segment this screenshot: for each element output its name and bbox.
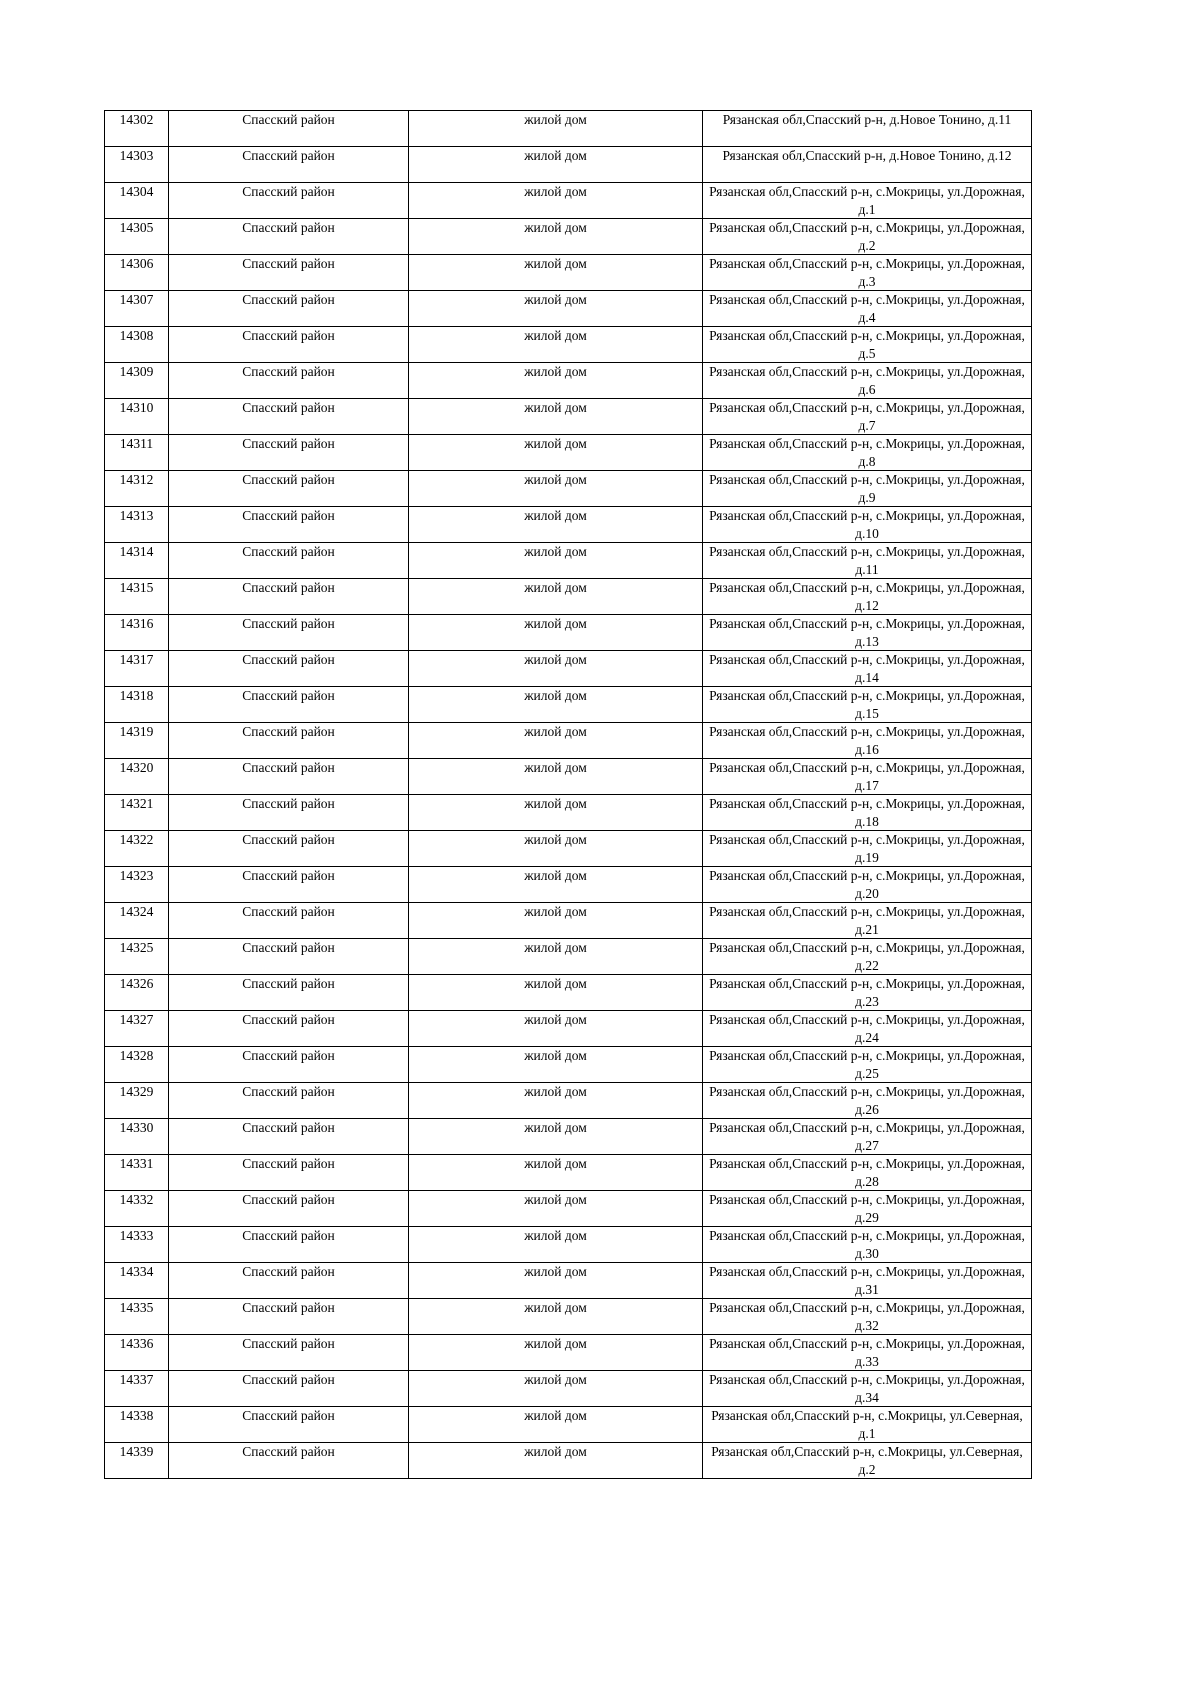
row-number-cell: 14319 <box>105 723 169 759</box>
address-cell: Рязанская обл,Спасский р-н, с.Мокрицы, ул.Северная, д.1 <box>703 1407 1032 1443</box>
district-cell: Спасский район <box>169 255 409 291</box>
district-cell: Спасский район <box>169 1371 409 1407</box>
object-type-cell: жилой дом <box>409 939 703 975</box>
object-type-cell: жилой дом <box>409 1119 703 1155</box>
property-table <box>104 110 1032 1479</box>
row-number-cell: 14332 <box>105 1191 169 1227</box>
address-cell: Рязанская обл,Спасский р-н, с.Мокрицы, ул.Дорожная, д.25 <box>703 1047 1032 1083</box>
district-cell: Спасский район <box>169 795 409 831</box>
address-cell: Рязанская обл,Спасский р-н, с.Мокрицы, ул.Дорожная, д.33 <box>703 1335 1032 1371</box>
address-cell: Рязанская обл,Спасский р-н, с.Мокрицы, ул.Дорожная, д.5 <box>703 327 1032 363</box>
object-type-cell: жилой дом <box>409 1155 703 1191</box>
row-number-cell: 14313 <box>105 507 169 543</box>
object-type-cell: жилой дом <box>409 651 703 687</box>
table-row <box>105 1119 1032 1155</box>
address-cell: Рязанская обл,Спасский р-н, с.Мокрицы, ул.Дорожная, д.2 <box>703 219 1032 255</box>
address-cell: Рязанская обл,Спасский р-н, с.Мокрицы, ул.Дорожная, д.14 <box>703 651 1032 687</box>
row-number-cell: 14305 <box>105 219 169 255</box>
address-cell: Рязанская обл,Спасский р-н, с.Мокрицы, ул.Дорожная, д.34 <box>703 1371 1032 1407</box>
row-number-cell: 14308 <box>105 327 169 363</box>
row-number-cell: 14316 <box>105 615 169 651</box>
district-cell: Спасский район <box>169 1299 409 1335</box>
object-type-cell: жилой дом <box>409 615 703 651</box>
district-cell: Спасский район <box>169 1227 409 1263</box>
object-type-cell: жилой дом <box>409 291 703 327</box>
row-number-cell: 14324 <box>105 903 169 939</box>
district-cell: Спасский район <box>169 1191 409 1227</box>
address-cell: Рязанская обл,Спасский р-н, с.Мокрицы, ул.Дорожная, д.13 <box>703 615 1032 651</box>
object-type-cell: жилой дом <box>409 507 703 543</box>
object-type-cell: жилой дом <box>409 1263 703 1299</box>
table-row <box>105 1227 1032 1263</box>
table-row <box>105 111 1032 147</box>
object-type-cell: жилой дом <box>409 111 703 147</box>
district-cell: Спасский район <box>169 615 409 651</box>
district-cell: Спасский район <box>169 1335 409 1371</box>
table-row <box>105 291 1032 327</box>
district-cell: Спасский район <box>169 1011 409 1047</box>
object-type-cell: жилой дом <box>409 1191 703 1227</box>
district-cell: Спасский район <box>169 687 409 723</box>
address-cell: Рязанская обл,Спасский р-н, с.Мокрицы, ул.Дорожная, д.8 <box>703 435 1032 471</box>
table-row <box>105 723 1032 759</box>
table-row <box>105 975 1032 1011</box>
address-cell: Рязанская обл,Спасский р-н, с.Мокрицы, ул.Дорожная, д.27 <box>703 1119 1032 1155</box>
table-row <box>105 1407 1032 1443</box>
table-row <box>105 183 1032 219</box>
row-number-cell: 14321 <box>105 795 169 831</box>
object-type-cell: жилой дом <box>409 543 703 579</box>
address-cell: Рязанская обл,Спасский р-н, с.Мокрицы, ул.Дорожная, д.26 <box>703 1083 1032 1119</box>
row-number-cell: 14317 <box>105 651 169 687</box>
district-cell: Спасский район <box>169 543 409 579</box>
address-cell: Рязанская обл,Спасский р-н, с.Мокрицы, ул.Дорожная, д.3 <box>703 255 1032 291</box>
district-cell: Спасский район <box>169 1047 409 1083</box>
table-row <box>105 1263 1032 1299</box>
object-type-cell: жилой дом <box>409 1047 703 1083</box>
table-row <box>105 1443 1032 1479</box>
address-cell: Рязанская обл,Спасский р-н, с.Мокрицы, ул.Дорожная, д.18 <box>703 795 1032 831</box>
table-row <box>105 579 1032 615</box>
address-cell: Рязанская обл,Спасский р-н, д.Новое Тонино, д.12 <box>703 147 1032 183</box>
table-row <box>105 1047 1032 1083</box>
table-row <box>105 759 1032 795</box>
object-type-cell: жилой дом <box>409 327 703 363</box>
table-row <box>105 327 1032 363</box>
row-number-cell: 14335 <box>105 1299 169 1335</box>
table-row <box>105 1191 1032 1227</box>
address-cell: Рязанская обл,Спасский р-н, с.Мокрицы, ул.Дорожная, д.29 <box>703 1191 1032 1227</box>
address-cell: Рязанская обл,Спасский р-н, с.Мокрицы, ул.Дорожная, д.31 <box>703 1263 1032 1299</box>
row-number-cell: 14336 <box>105 1335 169 1371</box>
table-row <box>105 687 1032 723</box>
table-row <box>105 1299 1032 1335</box>
district-cell: Спасский район <box>169 1083 409 1119</box>
address-cell: Рязанская обл,Спасский р-н, с.Мокрицы, ул.Дорожная, д.19 <box>703 831 1032 867</box>
object-type-cell: жилой дом <box>409 147 703 183</box>
object-type-cell: жилой дом <box>409 399 703 435</box>
row-number-cell: 14304 <box>105 183 169 219</box>
row-number-cell: 14325 <box>105 939 169 975</box>
address-cell: Рязанская обл,Спасский р-н, с.Мокрицы, ул.Дорожная, д.11 <box>703 543 1032 579</box>
object-type-cell: жилой дом <box>409 579 703 615</box>
object-type-cell: жилой дом <box>409 831 703 867</box>
address-cell: Рязанская обл,Спасский р-н, с.Мокрицы, ул.Дорожная, д.10 <box>703 507 1032 543</box>
table-row <box>105 615 1032 651</box>
object-type-cell: жилой дом <box>409 687 703 723</box>
district-cell: Спасский район <box>169 111 409 147</box>
row-number-cell: 14330 <box>105 1119 169 1155</box>
district-cell: Спасский район <box>169 435 409 471</box>
row-number-cell: 14309 <box>105 363 169 399</box>
object-type-cell: жилой дом <box>409 1227 703 1263</box>
address-cell: Рязанская обл,Спасский р-н, д.Новое Тонино, д.11 <box>703 111 1032 147</box>
object-type-cell: жилой дом <box>409 435 703 471</box>
district-cell: Спасский район <box>169 1443 409 1479</box>
address-cell: Рязанская обл,Спасский р-н, с.Мокрицы, ул.Северная, д.2 <box>703 1443 1032 1479</box>
table-row <box>105 435 1032 471</box>
address-cell: Рязанская обл,Спасский р-н, с.Мокрицы, ул.Дорожная, д.6 <box>703 363 1032 399</box>
object-type-cell: жилой дом <box>409 1371 703 1407</box>
table-row <box>105 795 1032 831</box>
table-row <box>105 1083 1032 1119</box>
row-number-cell: 14326 <box>105 975 169 1011</box>
object-type-cell: жилой дом <box>409 795 703 831</box>
district-cell: Спасский район <box>169 903 409 939</box>
object-type-cell: жилой дом <box>409 975 703 1011</box>
row-number-cell: 14311 <box>105 435 169 471</box>
row-number-cell: 14328 <box>105 1047 169 1083</box>
object-type-cell: жилой дом <box>409 1011 703 1047</box>
district-cell: Спасский район <box>169 1119 409 1155</box>
district-cell: Спасский район <box>169 471 409 507</box>
row-number-cell: 14339 <box>105 1443 169 1479</box>
object-type-cell: жилой дом <box>409 1083 703 1119</box>
district-cell: Спасский район <box>169 399 409 435</box>
object-type-cell: жилой дом <box>409 759 703 795</box>
table-row <box>105 1371 1032 1407</box>
district-cell: Спасский район <box>169 975 409 1011</box>
row-number-cell: 14337 <box>105 1371 169 1407</box>
district-cell: Спасский район <box>169 291 409 327</box>
address-cell: Рязанская обл,Спасский р-н, с.Мокрицы, ул.Дорожная, д.16 <box>703 723 1032 759</box>
row-number-cell: 14338 <box>105 1407 169 1443</box>
row-number-cell: 14322 <box>105 831 169 867</box>
row-number-cell: 14323 <box>105 867 169 903</box>
object-type-cell: жилой дом <box>409 363 703 399</box>
row-number-cell: 14320 <box>105 759 169 795</box>
table-row <box>105 903 1032 939</box>
district-cell: Спасский район <box>169 507 409 543</box>
address-cell: Рязанская обл,Спасский р-н, с.Мокрицы, ул.Дорожная, д.21 <box>703 903 1032 939</box>
address-cell: Рязанская обл,Спасский р-н, с.Мокрицы, ул.Дорожная, д.23 <box>703 975 1032 1011</box>
table-row <box>105 507 1032 543</box>
object-type-cell: жилой дом <box>409 903 703 939</box>
table-row <box>105 219 1032 255</box>
district-cell: Спасский район <box>169 1155 409 1191</box>
table-row <box>105 867 1032 903</box>
district-cell: Спасский район <box>169 363 409 399</box>
district-cell: Спасский район <box>169 867 409 903</box>
row-number-cell: 14303 <box>105 147 169 183</box>
table-body <box>105 111 1032 1479</box>
table-row <box>105 1155 1032 1191</box>
table-row <box>105 147 1032 183</box>
object-type-cell: жилой дом <box>409 1299 703 1335</box>
district-cell: Спасский район <box>169 723 409 759</box>
address-cell: Рязанская обл,Спасский р-н, с.Мокрицы, ул.Дорожная, д.12 <box>703 579 1032 615</box>
address-cell: Рязанская обл,Спасский р-н, с.Мокрицы, ул.Дорожная, д.1 <box>703 183 1032 219</box>
district-cell: Спасский район <box>169 1263 409 1299</box>
district-cell: Спасский район <box>169 939 409 975</box>
district-cell: Спасский район <box>169 147 409 183</box>
table-row <box>105 831 1032 867</box>
table-row <box>105 363 1032 399</box>
table-row <box>105 1335 1032 1371</box>
row-number-cell: 14310 <box>105 399 169 435</box>
row-number-cell: 14329 <box>105 1083 169 1119</box>
object-type-cell: жилой дом <box>409 1335 703 1371</box>
row-number-cell: 14312 <box>105 471 169 507</box>
district-cell: Спасский район <box>169 579 409 615</box>
object-type-cell: жилой дом <box>409 183 703 219</box>
object-type-cell: жилой дом <box>409 1443 703 1479</box>
address-cell: Рязанская обл,Спасский р-н, с.Мокрицы, ул.Дорожная, д.15 <box>703 687 1032 723</box>
row-number-cell: 14318 <box>105 687 169 723</box>
row-number-cell: 14327 <box>105 1011 169 1047</box>
row-number-cell: 14314 <box>105 543 169 579</box>
row-number-cell: 14306 <box>105 255 169 291</box>
table-row <box>105 939 1032 975</box>
address-cell: Рязанская обл,Спасский р-н, с.Мокрицы, ул.Дорожная, д.22 <box>703 939 1032 975</box>
table-row <box>105 471 1032 507</box>
district-cell: Спасский район <box>169 1407 409 1443</box>
object-type-cell: жилой дом <box>409 471 703 507</box>
object-type-cell: жилой дом <box>409 255 703 291</box>
object-type-cell: жилой дом <box>409 867 703 903</box>
table-row <box>105 543 1032 579</box>
row-number-cell: 14315 <box>105 579 169 615</box>
table-row <box>105 651 1032 687</box>
table-row <box>105 255 1032 291</box>
address-cell: Рязанская обл,Спасский р-н, с.Мокрицы, ул.Дорожная, д.20 <box>703 867 1032 903</box>
district-cell: Спасский район <box>169 831 409 867</box>
table-row <box>105 1011 1032 1047</box>
address-cell: Рязанская обл,Спасский р-н, с.Мокрицы, ул.Дорожная, д.24 <box>703 1011 1032 1047</box>
district-cell: Спасский район <box>169 183 409 219</box>
row-number-cell: 14333 <box>105 1227 169 1263</box>
row-number-cell: 14302 <box>105 111 169 147</box>
address-cell: Рязанская обл,Спасский р-н, с.Мокрицы, ул.Дорожная, д.32 <box>703 1299 1032 1335</box>
row-number-cell: 14331 <box>105 1155 169 1191</box>
address-cell: Рязанская обл,Спасский р-н, с.Мокрицы, ул.Дорожная, д.28 <box>703 1155 1032 1191</box>
address-cell: Рязанская обл,Спасский р-н, с.Мокрицы, ул.Дорожная, д.17 <box>703 759 1032 795</box>
address-cell: Рязанская обл,Спасский р-н, с.Мокрицы, ул.Дорожная, д.7 <box>703 399 1032 435</box>
object-type-cell: жилой дом <box>409 1407 703 1443</box>
object-type-cell: жилой дом <box>409 219 703 255</box>
address-cell: Рязанская обл,Спасский р-н, с.Мокрицы, ул.Дорожная, д.30 <box>703 1227 1032 1263</box>
row-number-cell: 14307 <box>105 291 169 327</box>
table-row <box>105 399 1032 435</box>
address-cell: Рязанская обл,Спасский р-н, с.Мокрицы, ул.Дорожная, д.9 <box>703 471 1032 507</box>
object-type-cell: жилой дом <box>409 723 703 759</box>
row-number-cell: 14334 <box>105 1263 169 1299</box>
district-cell: Спасский район <box>169 327 409 363</box>
address-cell: Рязанская обл,Спасский р-н, с.Мокрицы, ул.Дорожная, д.4 <box>703 291 1032 327</box>
district-cell: Спасский район <box>169 759 409 795</box>
district-cell: Спасский район <box>169 651 409 687</box>
district-cell: Спасский район <box>169 219 409 255</box>
